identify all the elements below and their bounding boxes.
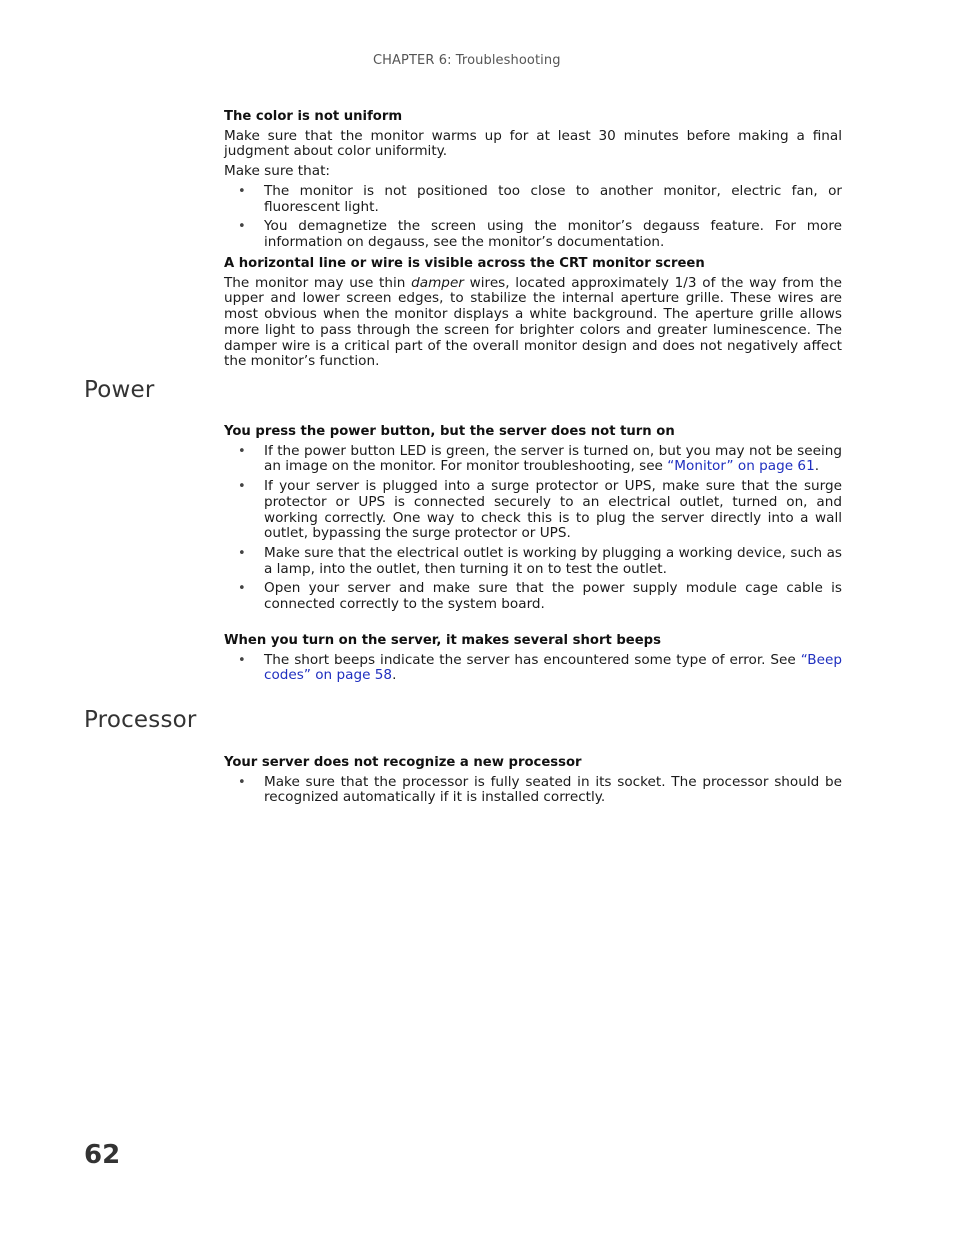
emphasis-damper: damper <box>411 274 464 291</box>
section-title-processor: Processor <box>84 707 197 733</box>
subheading-color-not-uniform: The color is not uniform <box>224 109 403 124</box>
subheading-horizontal-line: A horizontal line or wire is visible across the CRT monitor screen <box>224 256 705 271</box>
link-beep-codes[interactable]: “Beep codes” on page 58 <box>264 651 842 684</box>
list-item <box>224 444 842 475</box>
list-item <box>224 546 842 577</box>
list-item-text: . <box>814 458 820 475</box>
list-item-text: . <box>392 667 397 684</box>
bullet-icon: • <box>238 219 246 235</box>
paragraph-text: wires, located approximately 1/3 of the way from the upper and lower screen edges, to stabilize the internal aperture grille. These wires are most obvious when the monitor displays a white background. The aperture grille allows more light to pass through the screen for brighter colors and greater luminescence. The damper wire is a critical part of the overall monitor design and does not negatively affect the monitor’s function. <box>224 274 842 370</box>
list-item <box>224 184 842 215</box>
bullet-list-beeps <box>224 653 842 684</box>
subheading-power-button: You press the power button, but the server does not turn on <box>224 424 675 439</box>
bullet-icon: • <box>238 581 246 597</box>
list-item <box>224 479 842 542</box>
list-item <box>224 775 842 806</box>
link-monitor-page[interactable]: “Monitor” on page 61 <box>667 458 815 475</box>
list-item-text: The monitor is not positioned too close to another monitor, electric fan, or fluorescent light. <box>264 182 842 215</box>
bullet-icon: • <box>238 774 246 790</box>
section-power <box>224 424 842 617</box>
bullet-list-processor <box>224 775 842 806</box>
list-item <box>224 219 842 250</box>
paragraph-warm-up: Make sure that the monitor warms up for at least 30 minutes before making a final judgment about color uniformity. <box>224 127 842 160</box>
subheading-new-processor: Your server does not recognize a new processor <box>224 755 582 770</box>
list-item-text: If your server is plugged into a surge protector or UPS, make sure that the surge protector or UPS is connected securely to an electrical outlet, turned on, and working correctly. One way to check this is to plug the server directly into a wall outlet, bypassing the surge protector or UPS. <box>264 478 842 542</box>
bullet-icon: • <box>238 545 246 561</box>
bullet-list-color <box>224 184 842 251</box>
bullet-icon: • <box>238 652 246 668</box>
list-item-text: You demagnetize the screen using the monitor’s degauss feature. For more information on degauss, see the monitor’s documentation. <box>264 218 842 250</box>
bullet-list-power <box>224 444 842 613</box>
list-item <box>224 653 842 684</box>
section-short-beeps <box>224 633 842 688</box>
section-title-power: Power <box>84 377 155 403</box>
section-horizontal-line <box>224 256 842 370</box>
paragraph-make-sure: Make sure that: <box>224 163 330 180</box>
section-processor <box>224 755 842 810</box>
section-color-uniformity <box>224 109 842 255</box>
list-item <box>224 581 842 612</box>
bullet-icon: • <box>238 479 246 495</box>
page-number: 62 <box>84 1140 121 1170</box>
list-item-text: Make sure that the processor is fully seated in its socket. The processor should be recognized automatically if it is installed correctly. <box>264 773 842 806</box>
list-item-text: If the power button LED is green, the server is turned on, but you may not be seeing an image on the monitor. For monitor troubleshooting, see <box>264 442 842 475</box>
list-item-text: The short beeps indicate the server has encountered some type of error. See <box>264 651 801 668</box>
list-item-text: Open your server and make sure that the power supply module cage cable is connected correctly to the system board. <box>264 580 842 613</box>
paragraph-text: The monitor may use thin <box>224 274 412 291</box>
bullet-icon: • <box>238 443 246 459</box>
bullet-icon: • <box>238 183 246 199</box>
paragraph-damper-wires <box>224 276 842 370</box>
subheading-short-beeps: When you turn on the server, it makes several short beeps <box>224 633 661 648</box>
running-head: CHAPTER 6: Troubleshooting <box>373 53 561 68</box>
list-item-text: Make sure that the electrical outlet is working by plugging a working device, such as a lamp, into the outlet, then turning it on to test the outlet. <box>264 544 842 577</box>
